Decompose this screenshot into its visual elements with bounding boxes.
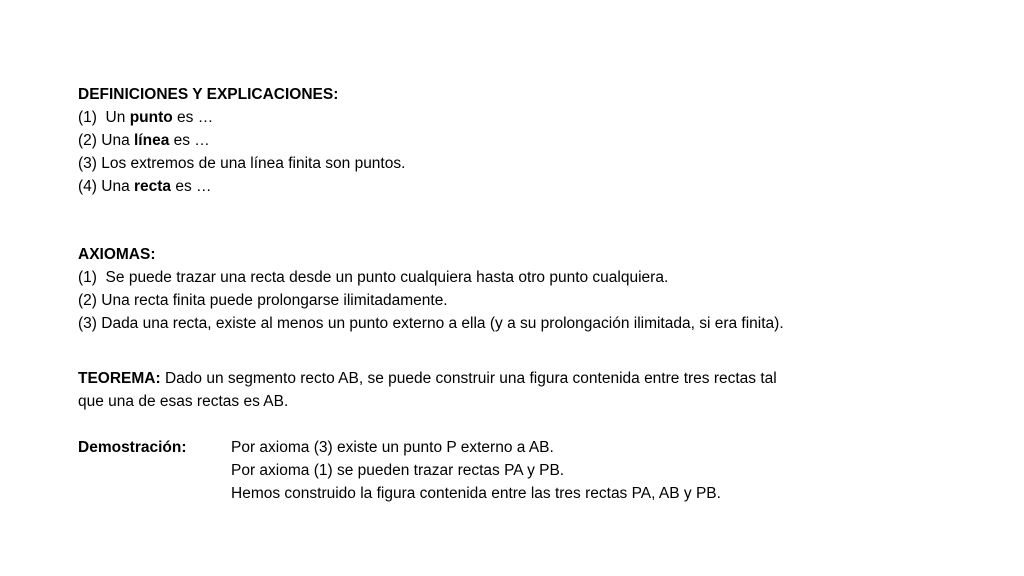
definition-1-term: punto	[129, 109, 173, 126]
demonstration-line-3: Hemos construido la figura contenida entre las tres rectas PA, AB y PB.	[231, 485, 721, 502]
theorem-line-1	[78, 367, 777, 390]
axiom-item-3: (3) Dada una recta, existe al menos un punto externo a ella (y a su prolongación ilimitada, si era finita).	[78, 315, 784, 332]
definition-2-prefix: (2) Una	[78, 132, 134, 149]
demonstration-line-1: Por axioma (3) existe un punto P externo a AB.	[231, 439, 554, 456]
demonstration-line-2: Por axioma (1) se pueden trazar rectas PA y PB.	[231, 462, 565, 479]
definition-2-suffix: es …	[169, 132, 210, 149]
definition-4-term: recta	[134, 178, 172, 195]
definition-4-prefix: (4) Una	[78, 178, 134, 195]
theorem-text-2: que una de esas rectas es AB.	[78, 393, 289, 410]
definition-item-3: (3) Los extremos de una línea finita son puntos.	[78, 155, 406, 172]
axiom-item-2: (2) Una recta finita puede prolongarse ilimitadamente.	[78, 292, 448, 309]
definition-1-prefix: (1) Un	[78, 109, 130, 126]
theorem-section	[78, 367, 777, 413]
theorem-text-1: Dado un segmento recto AB, se puede construir una figura contenida entre tres rectas tal	[160, 370, 777, 387]
axioms-heading: AXIOMAS:	[78, 246, 156, 263]
definitions-section	[78, 83, 405, 198]
axioms-section	[78, 243, 784, 335]
demonstration-row-2	[78, 459, 721, 482]
demonstration-section	[78, 436, 721, 505]
definition-1-suffix: es …	[172, 109, 214, 126]
demonstration-row-1	[78, 436, 721, 459]
definition-4-suffix: es …	[171, 178, 212, 195]
definition-2-term: línea	[134, 132, 170, 149]
definition-item-4	[78, 175, 405, 198]
definition-item-2	[78, 129, 405, 152]
theorem-label: TEOREMA:	[78, 370, 161, 387]
demonstration-row-3	[78, 482, 721, 505]
axiom-item-1: (1) Se puede trazar una recta desde un punto cualquiera hasta otro punto cualquiera.	[78, 269, 669, 286]
definition-item-1	[78, 106, 405, 129]
definitions-heading: DEFINICIONES Y EXPLICACIONES:	[78, 86, 339, 103]
demonstration-label: Demostración:	[78, 439, 187, 456]
